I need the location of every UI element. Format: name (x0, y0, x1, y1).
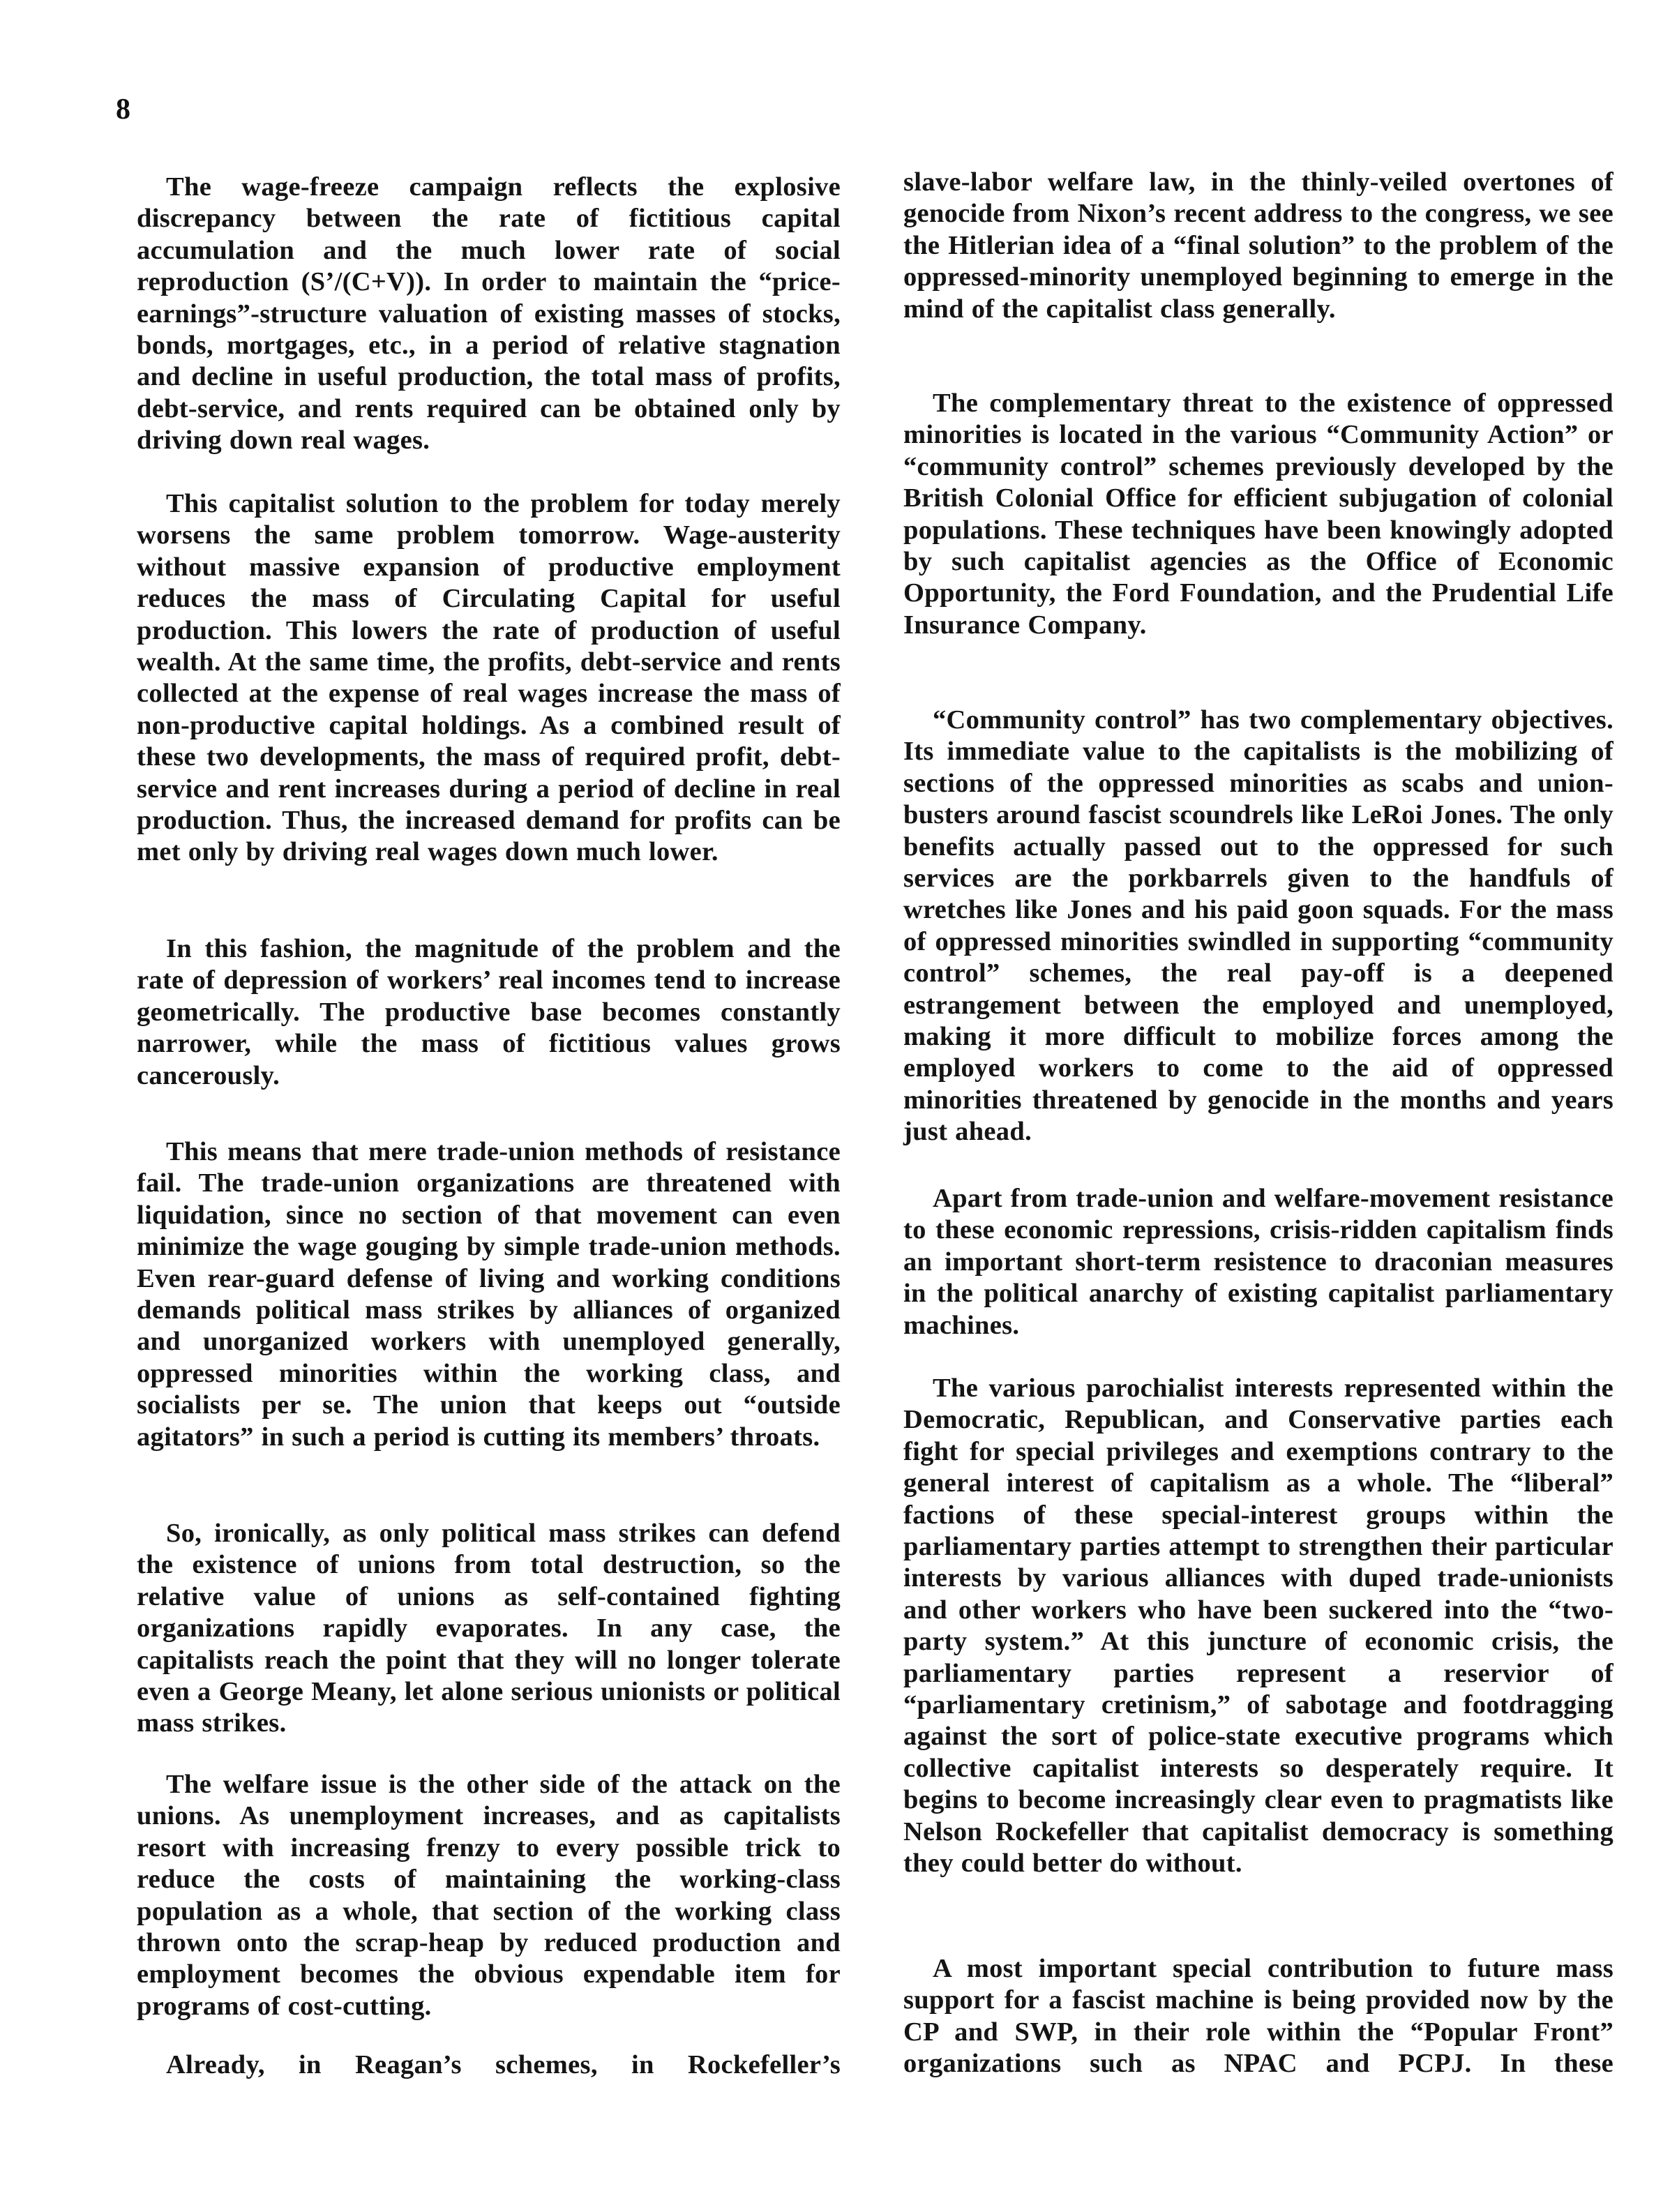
paragraph-trade-union-methods (137, 1136, 841, 1453)
emphasis-non-productive: non-productive (137, 710, 315, 740)
text-segment: fighting organizations rapidly evaporates. In any case, the capitalists reach the point that they will no longer tolerate even a George Meany, let alone serious unionists or political mass strikes. (137, 1581, 841, 1738)
text-segment: The complementary threat to the existence of oppressed minorities is located in the various “Community Action” or “community control” schemes previously developed by the British Colonial Office for efficient subjugation of colonial populations. These techniques have been knowingly adopted by such capitalist agencies as the Office of Economic Opportunity, the Ford Foundation, and the Prudential Life Insurance Company. (903, 389, 1613, 640)
paragraph-community-control (903, 705, 1613, 1148)
text-segment: “Community control” has two complementary objectives. Its immediate value to the capitalists is the mobilizing of sections of the oppressed minorities as scabs and union-busters around fascist scoundrels like LeRoi Jones. The only benefits actually passed out to the oppressed for such services are the porkbarrels given to the handfuls of wretches like Jones and his paid goon squads. For the mass of oppressed minorities swindled in supporting “community control” schemes, the real pay-off is a deepened estrangement between the employed and unemployed, making it more difficult to mobilize forces among the employed workers to come to the aid of oppressed minorities threatened by genocide in the months and years just ahead. (903, 705, 1613, 1147)
paragraph-this-fashion (137, 933, 841, 1092)
text-segment: So, ironically, as only political mass strikes can defend the existence of unions from total destruction, so the relative value of unions as (137, 1519, 841, 1611)
paragraph-slave-labor (903, 167, 1613, 325)
paragraph-capitalist-solution (137, 488, 841, 868)
text-segment: slave-labor welfare law, in the thinly-veiled overtones of genocide from Nixon’s recent address to the congress, we see the Hitlerian idea of a “final solution” to the problem of the oppressed-minority unemployed (903, 167, 1613, 292)
paragraph-parochialist-interests (903, 1373, 1613, 1880)
text-segment: This means that mere trade-union methods of resistance fail. The trade-union organizations are threatened with liquidation, since no section of that movement can even minimize the wage gouging by simple trade-union methods. Even rear-guard defense of living and working conditions demands political mass strikes by alliances of organized and unorganized workers with unemployed generally, oppressed minorities within the working class, and socialists per se. The union that keeps out “outside agitators” in such a period is cutting its members’ throats. (137, 1137, 841, 1452)
paragraph-complementary-threat (903, 388, 1613, 641)
paragraph-wage-freeze (137, 172, 841, 457)
text-segment: The welfare issue is the other side of the attack on the unions. As unemployment increases, and as capitalists resort with increasing frenzy to every possible trick to reduce the costs of maintaining the working-class population as a whole, that section of the working class thrown onto the scrap-heap by reduced production and employment becomes the obvious expendable item for programs of cost-cutting. (137, 1770, 841, 2021)
paragraph-already (137, 2049, 841, 2081)
paragraph-apart-from (903, 1183, 1613, 1341)
emphasis-self-contained: self-contained (557, 1581, 721, 1611)
text-segment: The various parochialist interests represented within the Democratic, Republican, and Conservative parties each fight for special privileges and exemptions contrary to the general interest of capitalism as a whole. The “liberal” factions of these special-interest groups within the parliamentary parties attempt to strengthen their particular interests by various alliances with duped trade-unionists and other workers who have been suckered into the “two-party system.” At this juncture of economic crisis, the parliamentary parties represent a reservior of “parliamentary cretinism,” of sabotage and footdragging against the sort of police-state executive programs which collective capitalist interests so desperately require. It begins to become increasingly clear even to pragmatists like Nelson Rockefeller that capitalist democracy is something they could better do without. (903, 1374, 1613, 1879)
text-segment: This capitalist solution to the problem for today merely worsens the same problem tomorrow. Wage-austerity without massive expansion of productive employment reduces the mass of Circulating Capital for useful production. This lowers the rate of production of useful wealth. At the same time, the profits, debt-service and rents collected at the expense of real wages increase the mass of (137, 489, 841, 709)
paragraph-welfare-issue (137, 1769, 841, 2022)
text-segment: Already, in Reagan’s schemes, in Rockefeller’s (166, 2050, 841, 2079)
emphasis-beginning: beginning (1292, 262, 1408, 292)
text-segment: A most important special contribution to future mass support for a fascist machine is being provided now by the CP and SWP, in their role within the “Popular Front” organizations such as NPAC and PCPJ. In these (903, 1954, 1613, 2079)
text-segment: Apart from trade-union and welfare-movement resistance to these economic repressions, crisis-ridden capitalism finds an important short-term resistence to draconian measures in the political anarchy of existing capitalist parliamentary machines. (903, 1184, 1613, 1340)
paragraph-ironically (137, 1518, 841, 1740)
page-number: 8 (116, 93, 130, 126)
paragraph-special-contribution (903, 1953, 1613, 2080)
text-segment: The wage-freeze campaign reflects the explosive discrepancy between the rate of fictitious capital accumulation and the much lower rate of social reproduction (S’/(C+V)). In order to maintain the “price-earnings”-structure valuation of existing masses of stocks, bonds, mortgages, etc., in a period of relative stagnation and decline in useful production, the total mass of profits, debt-service, and rents required can be obtained only by driving down real wages. (137, 172, 841, 456)
text-segment: to emerge in the mind of the capitalist class generally. (903, 262, 1613, 324)
text-segment: In this fashion, the magnitude of the problem and the rate of depression of workers’ real incomes tend to increase geometrically. The productive base becomes constantly narrower, while the mass of fictitious values grows cancerously. (137, 934, 841, 1090)
text-segment: capital holdings. As a combined result of these two developments, the mass of required profit, debt-service and rent increases during a period of decline in real production. Thus, the increased demand for profits can be met only by driving real wages down much lower. (137, 710, 841, 867)
